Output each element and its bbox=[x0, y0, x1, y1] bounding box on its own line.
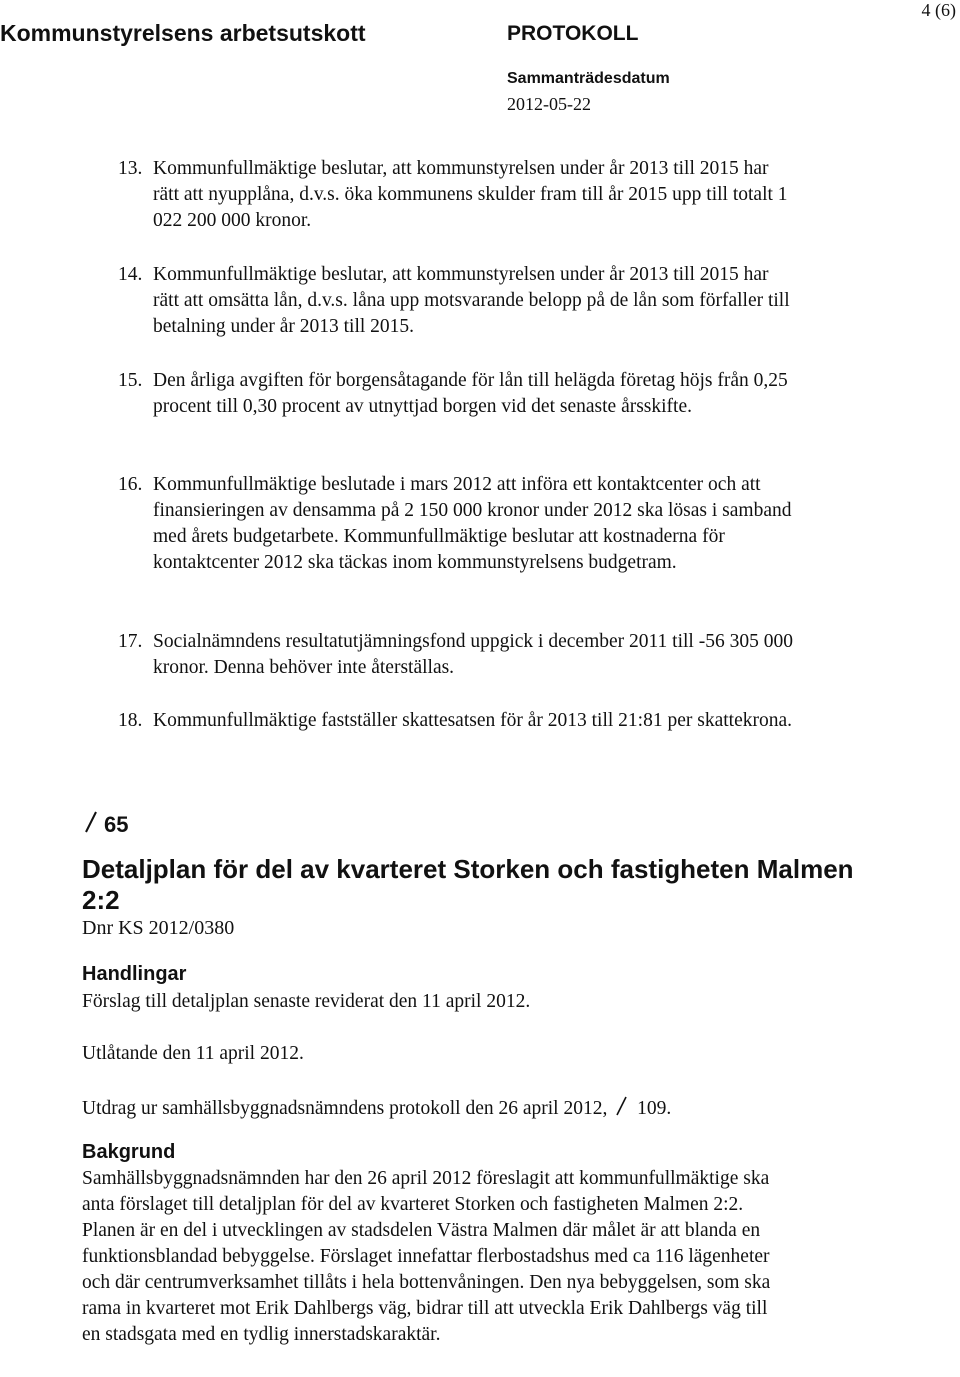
section-paragraph-number bbox=[82, 810, 128, 838]
item-text: Socialnämndens resultatutjämningsfond uppgick i december 2011 till -56 305 000 kronor. Denna behöver inte återställas. bbox=[153, 631, 793, 678]
decision-item bbox=[118, 262, 798, 340]
item-text: Kommunfullmäktige beslutar, att kommunstyrelsen under år 2013 till 2015 har rätt att omsätta lån, d.v.s. låna upp motsvarande belopp på de lån som förfaller till betalning under år 2013 till 2015. bbox=[153, 264, 790, 337]
item-number: 14. bbox=[118, 264, 143, 285]
committee-name: Kommunstyrelsens arbetsutskott bbox=[0, 20, 366, 46]
document-type: PROTOKOLL bbox=[507, 22, 639, 45]
item-number: 18. bbox=[118, 710, 143, 731]
section-number: 65 bbox=[104, 812, 129, 837]
item-number: 16. bbox=[118, 474, 143, 495]
meeting-date: 2012-05-22 bbox=[507, 94, 591, 114]
item-text: Kommunfullmäktige beslutar, att kommunstyrelsen under år 2013 till 2015 har rätt att nyupplåna, d.v.s. öka kommunens skulder fram till år 2015 upp till totalt 1 022 200 000 kronor. bbox=[153, 158, 788, 231]
item-text: Den årliga avgiften för borgensåtagande för lån till helägda företag höjs från 0,25 procent till 0,30 procent av utnyttjad borgen vid det senaste årsskifte. bbox=[153, 370, 788, 417]
utdrag-text: Utdrag ur samhällsbyggnadsnämndens protokoll den 26 april 2012, bbox=[82, 1098, 608, 1119]
item-number: 13. bbox=[118, 158, 143, 179]
item-text: Kommunfullmäktige fastställer skattesatsen för år 2013 till 21:81 per skattekrona. bbox=[153, 710, 793, 731]
paragraph-sign-icon bbox=[82, 810, 102, 834]
decision-item bbox=[118, 708, 798, 734]
document-list-item: Utlåtande den 11 april 2012. bbox=[82, 1043, 304, 1064]
paragraph-sign-icon bbox=[612, 1095, 632, 1117]
bakgrund-text: Samhällsbyggnadsnämnden har den 26 april 2012 föreslagit att kommunfullmäktige ska anta förslaget till detaljplan för del av kvarteret Storken och fastigheten Malmen 2:2. Planen är en del i utvecklingen av stadsdelen Västra Malmen där målet är att blanda en funktionsblandad bebyggelse. Förslaget innefattar flerbostadshus med ca 116 lägenheter och där centrumverksamhet tillåts i hela bottenvåningen. Den nya bebyggelsen, som ska rama in kvarteret mot Erik Dahlbergs väg, bidrar till att utveckla Erik Dahlbergs väg till en stadsgata med en tydlig innerstadskaraktär. bbox=[82, 1168, 771, 1345]
decision-item bbox=[118, 368, 798, 420]
utdrag-paragraph: 109. bbox=[637, 1098, 672, 1119]
item-text: Kommunfullmäktige beslutade i mars 2012 att införa ett kontaktcenter och att finansieringen av densamma på 2 150 000 kronor under 2012 ska lösas i samband med årets budgetarbete. Kommunfullmäktige beslutar att kostnaderna för kontaktcenter 2012 ska täckas inom kommunstyrelsens budgetram. bbox=[153, 474, 792, 573]
meeting-date-label: Sammanträdesdatum bbox=[507, 70, 670, 87]
handlingar-heading: Handlingar bbox=[82, 963, 187, 985]
decision-item bbox=[118, 156, 798, 234]
case-number: Dnr KS 2012/0380 bbox=[82, 917, 235, 939]
document-list-item: Förslag till detaljplan senaste reviderat den 11 april 2012. bbox=[82, 991, 531, 1012]
bakgrund-heading: Bakgrund bbox=[82, 1141, 176, 1163]
decision-item bbox=[118, 472, 798, 576]
item-number: 17. bbox=[118, 631, 143, 652]
section-title: Detaljplan för del av kvarteret Storken och fastigheten Malmen 2:2 bbox=[82, 854, 854, 915]
document-list-item bbox=[82, 1095, 671, 1120]
item-number: 15. bbox=[118, 370, 143, 391]
decision-item bbox=[118, 629, 798, 681]
page-number: 4 (6) bbox=[921, 0, 956, 20]
